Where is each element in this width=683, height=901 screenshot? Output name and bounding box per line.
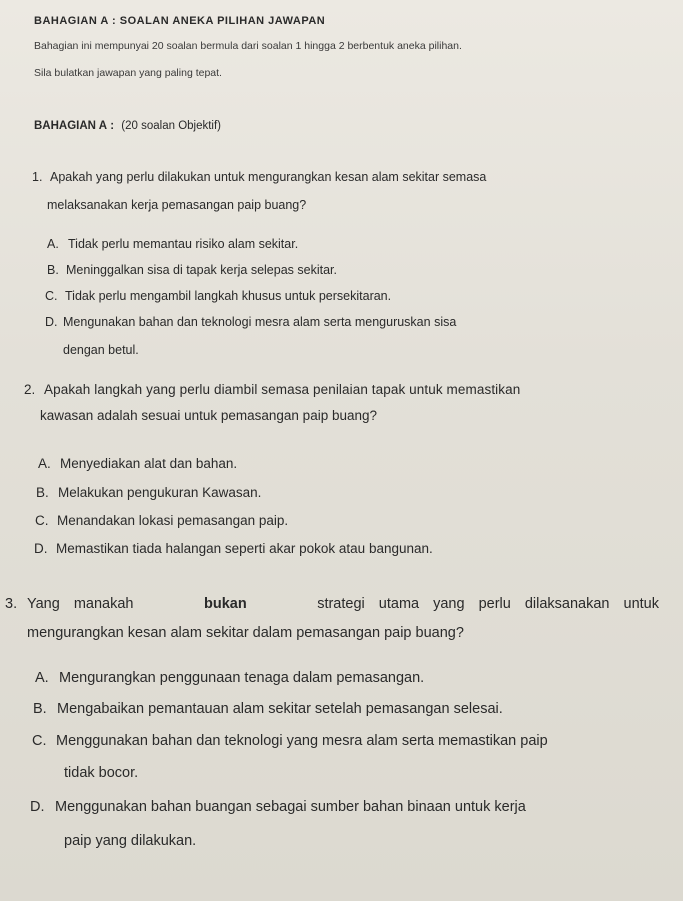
option-letter: C. (45, 289, 58, 303)
option-text: dengan betul. (63, 343, 139, 357)
option-letter: D. (45, 315, 58, 329)
option-letter: D. (30, 799, 45, 815)
question-text-post: strategi utama yang perlu dilaksanakan untuk (317, 596, 659, 612)
option-letter: A. (38, 456, 51, 471)
option-text: Mengunakan bahan dan teknologi mesra alam serta menguruskan sisa (63, 315, 457, 329)
option-text: Mengurangkan penggunaan tenaga dalam pemasangan. (59, 670, 425, 686)
option-letter: B. (33, 701, 47, 717)
option-text: Memastikan tiada halangan seperti akar pokok atau bangunan. (56, 541, 433, 556)
question-text-bold: bukan (203, 596, 247, 612)
option-text: Menggunakan bahan buangan sebagai sumber bahan binaan untuk kerja (55, 799, 526, 815)
option-letter: A. (47, 237, 59, 251)
option-text: Tidak perlu mengambil langkah khusus untuk persekitaran. (65, 289, 392, 303)
section-heading (34, 120, 221, 133)
question-text-line (27, 596, 659, 613)
instruction-line-1: Bahagian ini mempunyai 20 soalan bermula dari soalan 1 hingga 2 berbentuk aneka pilihan. (34, 40, 462, 52)
option-letter: A. (35, 670, 49, 686)
question-number: 2. (24, 382, 36, 397)
option-text: Mengabaikan pemantauan alam sekitar setelah pemasangan selesai. (57, 701, 503, 717)
question-text-pre: Yang manakah (27, 596, 134, 612)
section-note: (20 soalan Objektif) (121, 120, 222, 132)
question-text-line: mengurangkan kesan alam sekitar dalam pemasangan paip buang? (27, 625, 464, 641)
option-text: tidak bocor. (64, 765, 139, 781)
option-letter: D. (34, 541, 48, 556)
section-separator: : (110, 120, 115, 132)
page-title: BAHAGIAN A : SOALAN ANEKA PILIHAN JAWAPAN (34, 15, 326, 27)
option-letter: B. (36, 485, 49, 500)
option-letter: C. (32, 733, 47, 749)
section-label: BAHAGIAN A (34, 120, 108, 132)
option-letter: B. (47, 263, 59, 277)
option-text: Menyediakan alat dan bahan. (60, 456, 238, 471)
question-number: 3. (5, 596, 18, 612)
option-text: Menandakan lokasi pemasangan paip. (57, 513, 289, 528)
question-number: 1. (32, 170, 43, 184)
option-text: Melakukan pengukuran Kawasan. (58, 485, 262, 500)
question-text-line: Apakah yang perlu dilakukan untuk mengurangkan kesan alam sekitar semasa (50, 170, 487, 184)
option-text: paip yang dilakukan. (64, 833, 197, 849)
option-text: Meninggalkan sisa di tapak kerja selepas sekitar. (66, 263, 337, 277)
question-text-line: kawasan adalah sesuai untuk pemasangan paip buang? (40, 408, 378, 423)
instruction-line-2: Sila bulatkan jawapan yang paling tepat. (34, 67, 222, 79)
option-text: Tidak perlu memantau risiko alam sekitar. (68, 237, 299, 251)
question-text-line: melaksanakan kerja pemasangan paip buang? (47, 198, 307, 212)
question-text-line: Apakah langkah yang perlu diambil semasa penilaian tapak untuk memastikan (44, 382, 521, 397)
option-letter: C. (35, 513, 49, 528)
option-text: Menggunakan bahan dan teknologi yang mesra alam serta memastikan paip (56, 733, 548, 749)
